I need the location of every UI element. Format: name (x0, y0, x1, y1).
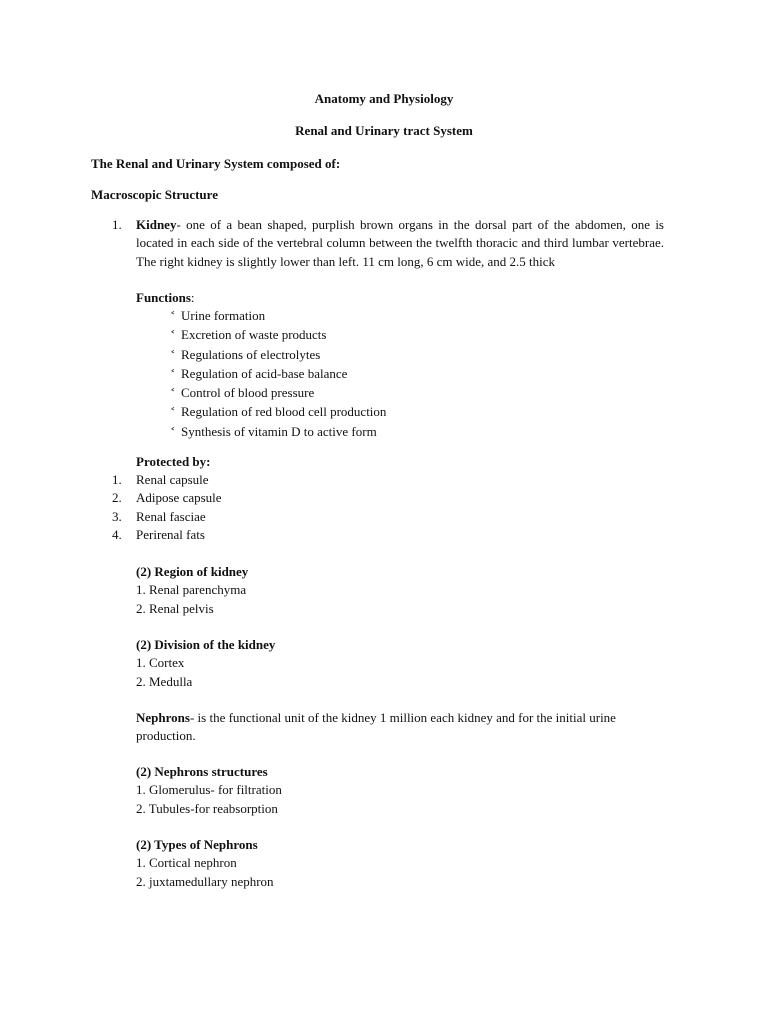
list-number: 2. (112, 490, 122, 506)
list-item: ˂ Regulation of red blood cell production (170, 403, 386, 422)
kidney-paragraph (136, 216, 664, 271)
list-item: 4. Perirenal fats (112, 526, 222, 544)
list-item: 1. Renal capsule (112, 471, 222, 489)
arrowhead-bullet-icon: ˂ (170, 425, 176, 439)
list-item: 1. Cortex (136, 655, 185, 671)
list-item: ˂ Excretion of waste products (170, 326, 386, 345)
kidney-number: 1. (112, 217, 122, 232)
arrowhead-bullet-icon: ˂ (170, 329, 176, 343)
list-number: 3. (112, 508, 122, 524)
list-item: 3. Renal fasciae (112, 508, 222, 526)
arrowhead-bullet-icon: ˂ (170, 406, 176, 420)
macroscopic-heading: Macroscopic Structure (91, 187, 218, 202)
list-item: 2. Medulla (136, 673, 193, 689)
kidney-description: - one of a bean shaped, purplish brown organs in the dorsal part of the abdomen, one is located in each side of the vertebral column between the twelfth thoracic and third lumbar vertebrae. The right kidney is slightly lower than left. 11 cm long, 6 cm wide, and 2.5 thick (136, 217, 664, 269)
functions-label: Functions (136, 290, 191, 305)
arrowhead-bullet-icon: ˂ (170, 367, 176, 381)
list-item: 2. juxtamedullary nephron (136, 873, 274, 889)
functions-heading (136, 289, 195, 307)
types-section (136, 836, 274, 891)
section-heading: (2) Nephrons structures (136, 764, 268, 779)
list-item: 2. Tubules-for reabsorption (136, 800, 278, 816)
list-item: ˂ Synthesis of vitamin D to active form (170, 423, 386, 442)
list-item: ˂ Regulations of electrolytes (170, 346, 386, 365)
list-number: 1. (112, 472, 122, 487)
nephrons-continuation: production. (136, 728, 196, 744)
document-subtitle: Renal and Urinary tract System (295, 123, 473, 138)
list-item: 1. Renal parenchyma (136, 582, 247, 598)
list-item: 1. Cortical nephron (136, 855, 237, 871)
nephrons-term: Nephrons (136, 710, 190, 725)
list-item: ˂ Urine formation (170, 307, 386, 326)
functions-list (170, 307, 386, 442)
division-section (136, 636, 275, 691)
list-item: 2. Renal pelvis (136, 600, 214, 616)
list-item: ˂ Regulation of acid-base balance (170, 365, 386, 384)
section-heading: (2) Types of Nephrons (136, 837, 258, 852)
kidney-term: Kidney (136, 217, 177, 232)
list-number: 4. (112, 526, 122, 542)
list-item: 2. Adipose capsule (112, 489, 222, 507)
region-section (136, 563, 248, 618)
structures-section (136, 763, 282, 818)
arrowhead-bullet-icon: ˂ (170, 310, 176, 323)
arrowhead-bullet-icon: ˂ (170, 348, 176, 362)
nephrons-description: - is the functional unit of the kidney 1 million each kidney and for the initial urine (189, 710, 616, 725)
protected-list (112, 471, 222, 544)
protected-heading: Protected by: (136, 454, 211, 469)
section-heading: (2) Division of the kidney (136, 637, 276, 652)
intro-heading: The Renal and Urinary System composed of: (91, 156, 341, 171)
arrowhead-bullet-icon: ˂ (170, 387, 176, 401)
functions-colon: : (190, 290, 195, 305)
section-heading: (2) Region of kidney (136, 564, 249, 579)
document-title: Anatomy and Physiology (314, 91, 454, 106)
list-item: ˂ Control of blood pressure (170, 384, 386, 403)
nephrons-paragraph (136, 709, 616, 746)
list-item: 1. Glomerulus- for filtration (136, 782, 282, 798)
